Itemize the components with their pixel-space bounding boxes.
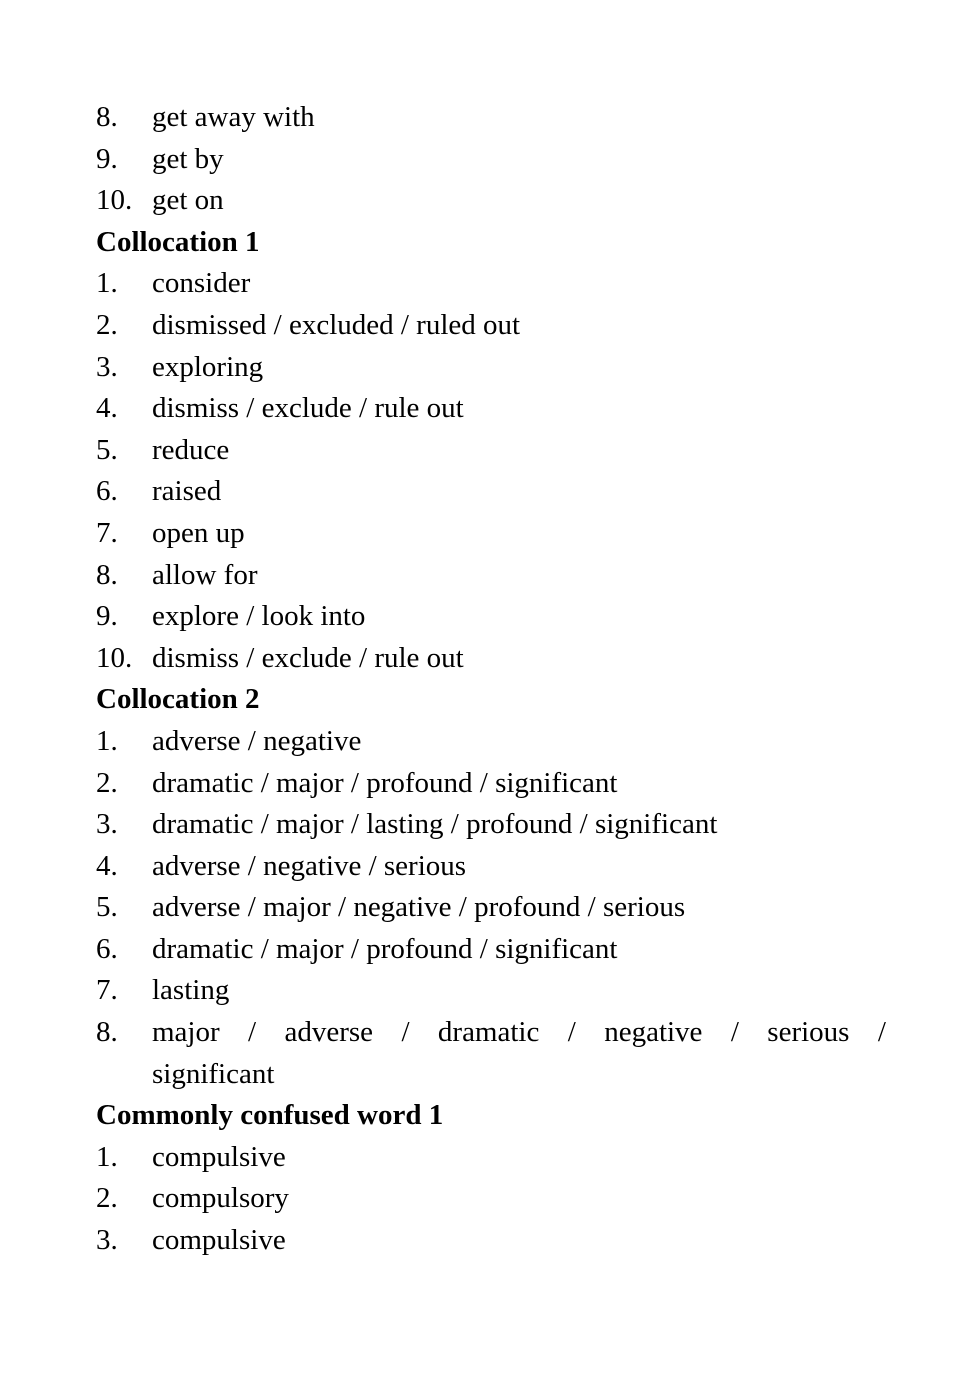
- item-answer: lasting: [152, 974, 230, 1007]
- answer-word: adverse: [284, 1016, 374, 1049]
- item-number: 2.: [96, 308, 118, 341]
- item-answer: dismiss / exclude / rule out: [152, 641, 464, 674]
- list-item: [96, 471, 886, 513]
- item-answer: adverse / major / negative / profound / serious: [152, 891, 686, 924]
- item-number: 6.: [96, 932, 118, 965]
- answer-separator: /: [730, 1016, 739, 1049]
- item-number: 3.: [96, 1224, 118, 1257]
- item-number: 7.: [96, 516, 118, 549]
- item-answer: adverse / negative / serious: [152, 849, 467, 882]
- list-item: [96, 929, 886, 971]
- item-answer: consider: [152, 267, 251, 300]
- item-number: 3.: [96, 808, 118, 841]
- answer-word: major: [152, 1016, 220, 1049]
- item-number: 4.: [96, 392, 118, 425]
- list-item: [96, 139, 886, 181]
- item-number: 10.: [96, 184, 133, 217]
- list-item: [96, 1178, 886, 1220]
- list-item-continuation: [96, 1054, 886, 1096]
- answer-word: serious: [767, 1016, 850, 1049]
- list-item: [96, 555, 886, 597]
- item-answer: explore / look into: [152, 600, 366, 633]
- item-answer: significant: [152, 1057, 275, 1090]
- item-number: 5.: [96, 433, 118, 466]
- item-answer: dramatic / major / profound / significant: [152, 766, 618, 799]
- list-item: [96, 1220, 886, 1262]
- list-item: [96, 887, 886, 929]
- item-number: 9.: [96, 600, 118, 633]
- item-number: 1.: [96, 1140, 118, 1173]
- answer-separator: /: [567, 1016, 576, 1049]
- list-item: [96, 846, 886, 888]
- list-item: [96, 430, 886, 472]
- list-item: [96, 305, 886, 347]
- answer-word: dramatic: [437, 1016, 540, 1049]
- item-answer: get away with: [152, 101, 315, 133]
- item-answer: adverse / negative: [152, 724, 362, 757]
- item-answer: allow for: [152, 558, 258, 591]
- list-item: [96, 970, 886, 1012]
- item-number: 5.: [96, 891, 118, 924]
- item-number: 3.: [96, 350, 118, 383]
- item-answer: dramatic / major / lasting / profound / significant: [152, 808, 718, 841]
- item-answer: get on: [152, 184, 224, 217]
- answer-key: [96, 97, 886, 1262]
- item-answer: reduce: [152, 433, 230, 466]
- section-heading-collocation-1: Collocation 1: [96, 225, 260, 258]
- item-number: 1.: [96, 724, 118, 757]
- item-answer: compulsory: [152, 1182, 289, 1215]
- list-item: [96, 180, 886, 222]
- list-item: [96, 513, 886, 555]
- item-answer: dramatic / major / profound / significant: [152, 932, 618, 965]
- item-answer-justified: [152, 1012, 886, 1054]
- item-number: 9.: [96, 142, 118, 175]
- list-item: [96, 263, 886, 305]
- list-item: [96, 347, 886, 389]
- list-item: [96, 763, 886, 805]
- item-number: 8.: [96, 1016, 118, 1049]
- item-number: 2.: [96, 1182, 118, 1215]
- answer-separator: /: [401, 1016, 410, 1049]
- item-answer: compulsive: [152, 1224, 286, 1257]
- list-item: [96, 721, 886, 763]
- item-number: 1.: [96, 267, 118, 300]
- list-item: [96, 1012, 886, 1054]
- item-answer: get by: [152, 142, 224, 175]
- item-answer: exploring: [152, 350, 264, 383]
- list-item: [96, 388, 886, 430]
- item-number: 10.: [96, 641, 133, 674]
- item-number: 2.: [96, 766, 118, 799]
- item-answer: compulsive: [152, 1140, 286, 1173]
- item-number: 8.: [96, 558, 118, 591]
- item-number: 6.: [96, 475, 118, 508]
- list-item: [96, 97, 886, 139]
- list-item: [96, 804, 886, 846]
- section-heading-collocation-2: Collocation 2: [96, 683, 260, 716]
- list-item: [96, 638, 886, 680]
- item-number: 8.: [96, 101, 118, 133]
- answer-word: negative: [604, 1016, 703, 1049]
- section-heading-commonly-confused-word-1: Commonly confused word 1: [96, 1099, 444, 1132]
- list-item: [96, 1137, 886, 1179]
- item-answer: dismissed / excluded / ruled out: [152, 308, 521, 341]
- list-item: [96, 596, 886, 638]
- answer-separator: /: [877, 1016, 886, 1049]
- item-answer: dismiss / exclude / rule out: [152, 392, 464, 425]
- item-number: 4.: [96, 849, 118, 882]
- item-number: 7.: [96, 974, 118, 1007]
- item-answer: open up: [152, 516, 245, 549]
- answer-separator: /: [248, 1016, 257, 1049]
- item-answer: raised: [152, 475, 222, 508]
